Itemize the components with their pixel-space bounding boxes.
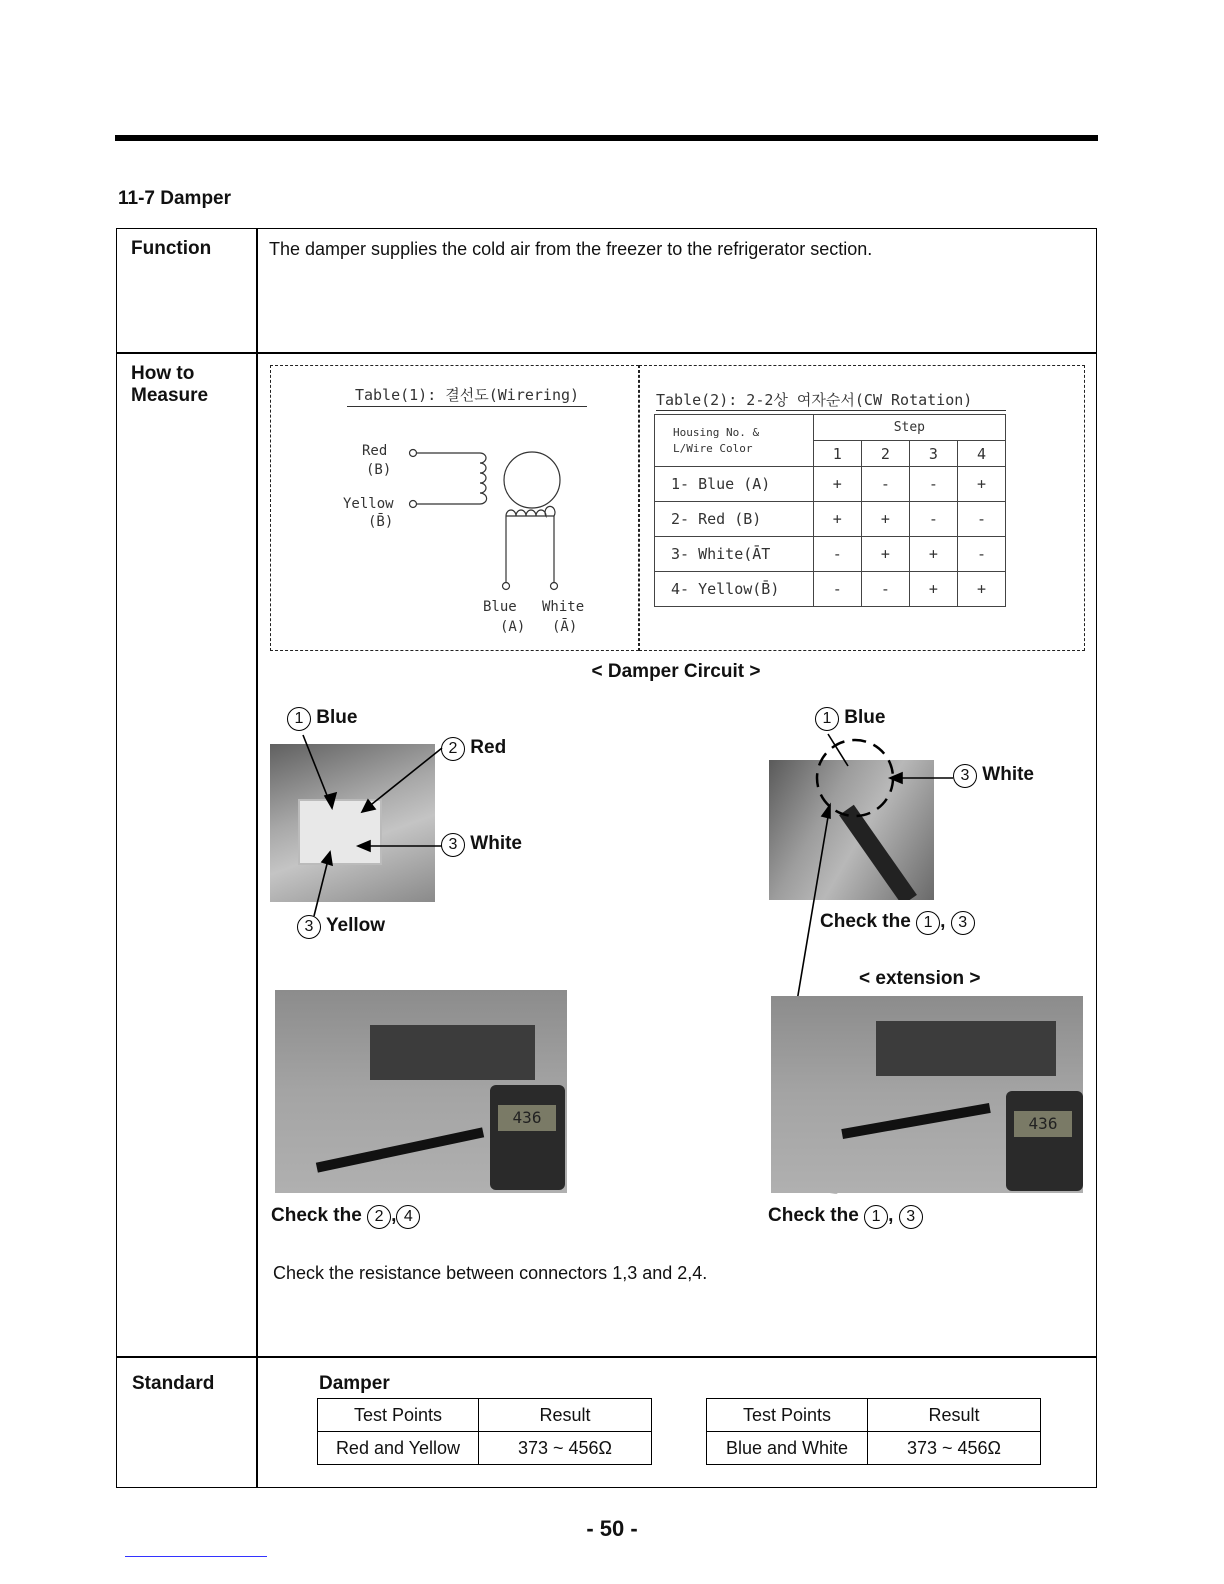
step-cell: + <box>909 572 957 607</box>
row-divider-function <box>116 352 1097 354</box>
standard-heading: Damper <box>319 1373 390 1394</box>
probe-lead <box>841 1103 990 1139</box>
motor-wiring-schematic <box>400 440 580 600</box>
col-header: Test Points <box>318 1399 479 1432</box>
number-circle: 3 <box>951 911 975 935</box>
table-row <box>655 467 1006 502</box>
number-circle: 3 <box>441 833 465 857</box>
step-cell: + <box>861 537 909 572</box>
table-row <box>655 572 1006 607</box>
test-points-cell: Blue and White <box>707 1432 868 1465</box>
number-circle: 3 <box>953 764 977 788</box>
label-column-divider <box>256 228 258 1488</box>
callout-blue-right <box>815 707 885 731</box>
callout-label: Blue <box>844 707 886 728</box>
callout-label: White <box>982 764 1034 785</box>
wire-name-cell: 3- White(ĀT <box>655 537 814 572</box>
function-label: Function <box>131 238 212 259</box>
check-text-right: Check the 1 , 3 <box>768 1205 923 1229</box>
number-circle: 1 <box>815 707 839 731</box>
wire-yellow-sub: (B̄) <box>368 514 394 530</box>
rotation-header-line2: L/Wire Color <box>673 441 753 455</box>
standard-table-left <box>317 1398 652 1465</box>
number-circle: 1 <box>864 1205 888 1229</box>
standard-label: Standard <box>132 1373 215 1394</box>
step-header: Step <box>813 415 1005 441</box>
meter-display: 436 <box>1014 1111 1072 1137</box>
col-header: Result <box>479 1399 652 1432</box>
meter-photo-left <box>275 990 567 1193</box>
damper-body <box>370 1025 535 1080</box>
step-cell: + <box>957 572 1005 607</box>
table-row <box>655 502 1006 537</box>
col-header: Test Points <box>707 1399 868 1432</box>
wire-yellow-label: Yellow <box>343 496 394 512</box>
extension-caption: < extension > <box>859 968 981 989</box>
callout-red <box>441 737 506 761</box>
check-label: Check the <box>820 911 911 932</box>
result-cell: 373 ~ 456Ω <box>479 1432 652 1465</box>
wire-blue-label: Blue <box>483 599 517 615</box>
step-number: 2 <box>861 441 909 467</box>
callout-label: White <box>470 833 522 854</box>
wire-red-label: Red <box>362 443 388 459</box>
step-cell: + <box>957 467 1005 502</box>
top-rule <box>115 135 1098 141</box>
table-row <box>707 1399 1041 1432</box>
step-number: 4 <box>957 441 1005 467</box>
standard-table-right <box>706 1398 1041 1465</box>
step-cell: - <box>909 502 957 537</box>
number-circle: 2 <box>441 737 465 761</box>
probe-lead <box>316 1127 484 1172</box>
multimeter <box>490 1085 565 1190</box>
step-cell: - <box>957 502 1005 537</box>
number-circle: 1 <box>916 911 940 935</box>
footer-link-line <box>125 1556 267 1557</box>
wire-red-sub: (B) <box>366 462 392 478</box>
step-cell: - <box>909 467 957 502</box>
check-text-right-top: Check the 1 , 3 <box>820 911 975 935</box>
callout-yellow <box>297 915 385 939</box>
step-number: 3 <box>909 441 957 467</box>
check-text-left: Check the 2 , 4 <box>271 1205 420 1229</box>
number-circle: 3 <box>899 1205 923 1229</box>
measure-instruction: Check the resistance between connectors 1,3 and 2,4. <box>273 1263 708 1283</box>
wire-blue-sub: (A) <box>500 619 526 635</box>
callout-white <box>441 833 522 857</box>
function-text: The damper supplies the cold air from the freezer to the refrigerator section. <box>269 239 873 259</box>
step-cell: - <box>813 572 861 607</box>
test-points-cell: Red and Yellow <box>318 1432 479 1465</box>
rotation-title: Table(2): 2-2상 여자순서(CW Rotation) <box>656 389 1006 411</box>
wire-white-sub: (Ā) <box>552 619 578 635</box>
wire-name-cell: 2- Red (B) <box>655 502 814 537</box>
damper-body <box>876 1021 1056 1076</box>
damper-circuit-caption: < Damper Circuit > <box>591 661 761 682</box>
multimeter <box>1006 1091 1083 1191</box>
step-cell: - <box>957 537 1005 572</box>
wire-name-cell: 1- Blue (A) <box>655 467 814 502</box>
callout-label: Yellow <box>325 915 386 936</box>
result-cell: 373 ~ 456Ω <box>868 1432 1041 1465</box>
wire-white-label: White <box>542 599 585 615</box>
step-cell: - <box>813 537 861 572</box>
step-number: 1 <box>813 441 861 467</box>
number-circle: 2 <box>367 1205 391 1229</box>
table-row <box>318 1399 652 1432</box>
row-divider-standard <box>116 1356 1097 1358</box>
check-label: Check the <box>271 1205 362 1226</box>
wiring-title: Table(1): 결선도(Wirering) <box>347 384 587 407</box>
section-title: 11-7 Damper <box>118 188 232 209</box>
measure-label-line1: How to <box>131 363 195 384</box>
callout-label: Red <box>470 737 507 758</box>
wire-name-cell: 4- Yellow(B̄) <box>655 572 814 607</box>
number-circle: 3 <box>297 915 321 939</box>
check-label: Check the <box>768 1205 859 1226</box>
table-row <box>318 1432 652 1465</box>
rotation-step-table <box>654 414 1006 607</box>
number-circle: 4 <box>396 1205 420 1229</box>
callout-white-right <box>953 764 1034 788</box>
table-row <box>655 537 1006 572</box>
callout-blue <box>287 707 357 731</box>
col-header: Result <box>868 1399 1041 1432</box>
callout-label: Blue <box>316 707 358 728</box>
rotation-header-line1: Housing No. & <box>673 425 760 439</box>
step-cell: - <box>861 467 909 502</box>
rotation-header-cell <box>655 415 814 467</box>
table-row <box>707 1432 1041 1465</box>
step-cell: + <box>813 502 861 537</box>
step-cell: + <box>813 467 861 502</box>
left-photo-callouts <box>270 700 470 930</box>
step-cell: + <box>909 537 957 572</box>
page-number: - 50 - <box>586 1516 638 1541</box>
number-circle: 1 <box>287 707 311 731</box>
measure-label-line2: Measure <box>131 385 209 406</box>
meter-photo-right <box>771 996 1083 1193</box>
measure-label <box>131 363 208 407</box>
step-cell: - <box>861 572 909 607</box>
meter-display: 436 <box>498 1105 556 1131</box>
step-cell: + <box>861 502 909 537</box>
